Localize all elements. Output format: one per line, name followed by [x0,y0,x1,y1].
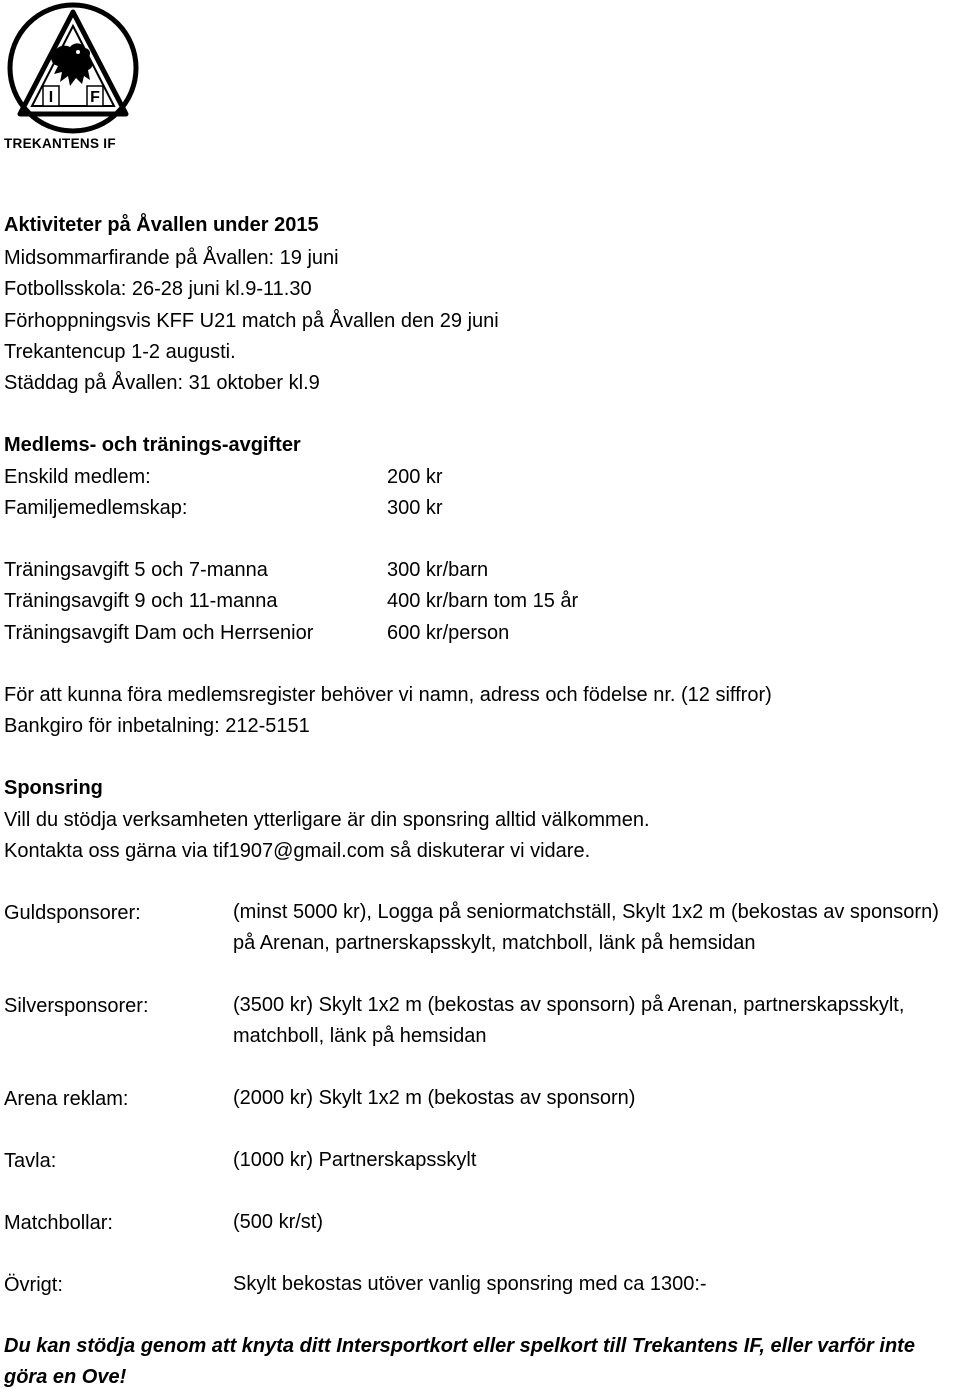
sponsor-level-text: Skylt bekostas utöver vanlig sponsring med ca 1300:- [233,1273,707,1295]
sponsoring-heading: Sponsring [4,777,103,799]
sponsor-level-label: Matchbollar: [4,1212,113,1234]
activity-item: Förhoppningsvis KFF U21 match på Åvallen den 29 juni [4,310,499,332]
sponsor-level-label: Silversponsorer: [4,995,149,1017]
training-fee-value: 400 kr/barn tom 15 år [387,590,579,612]
fee-label: Familjemedlemskap: [4,497,188,519]
activities-heading: Aktiviteter på Åvallen under 2015 [4,214,319,236]
activity-item: Midsommarfirande på Åvallen: 19 juni [4,247,339,269]
bankgiro-info: Bankgiro för inbetalning: 212-5151 [4,715,310,737]
club-logo [4,2,142,152]
sponsoring-intro: Vill du stödja verksamheten ytterligare är din sponsring alltid välkommen. [4,809,650,831]
training-fee-label: Träningsavgift 9 och 11-manna [4,590,278,612]
sponsor-level-label: Tavla: [4,1150,57,1172]
closing-message: Du kan stödja genom att knyta ditt Intersportkort eller spelkort till Trekantens IF, eller varför inte göra en Ove! [4,1335,915,1388]
sponsor-level-text: (2000 kr) Skylt 1x2 m (bekostas av sponsorn) [233,1087,636,1109]
sponsor-level-text: (1000 kr) Partnerskapsskylt [233,1149,477,1171]
training-fee-value: 600 kr/person [387,622,510,644]
fee-label: Enskild medlem: [4,466,151,488]
register-info: För att kunna föra medlemsregister behöver vi namn, adress och födelse nr. (12 siffror) [4,684,772,706]
training-fee-label: Träningsavgift Dam och Herrsenior [4,622,314,644]
sponsor-level-text: (minst 5000 kr), Logga på seniormatchställ, Skylt 1x2 m (bekostas av sponsorn) på Arenan, partnerskapsskylt, matchboll, länk på hemsidan [233,901,939,954]
training-fee-value: 300 kr/barn [387,559,489,581]
fee-value: 300 kr [387,497,443,519]
sponsor-level-label: Arena reklam: [4,1088,129,1110]
logo-letter-f: F [90,89,100,106]
training-fee-label: Träningsavgift 5 och 7-manna [4,559,268,581]
sponsor-level-text: (3500 kr) Skylt 1x2 m (bekostas av sponsorn) på Arenan, partnerskapsskylt, matchboll, länk på hemsidan [233,994,905,1047]
fee-value: 200 kr [387,466,443,488]
sponsor-level-text: (500 kr/st) [233,1211,324,1233]
club-emblem-icon [4,2,142,136]
sponsoring-contact: Kontakta oss gärna via tif1907@gmail.com så diskuterar vi vidare. [4,840,591,862]
sponsor-level-label: Övrigt: [4,1274,63,1296]
activity-item: Fotbollsskola: 26-28 juni kl.9-11.30 [4,278,312,300]
activity-item: Städdag på Åvallen: 31 oktober kl.9 [4,372,320,394]
fees-heading: Medlems- och tränings-avgifter [4,434,301,456]
sponsor-level-label: Guldsponsorer: [4,902,141,924]
activity-item: Trekantencup 1-2 augusti. [4,341,236,363]
logo-club-name: TREKANTENS IF [4,136,116,151]
logo-letter-i: I [48,89,54,106]
